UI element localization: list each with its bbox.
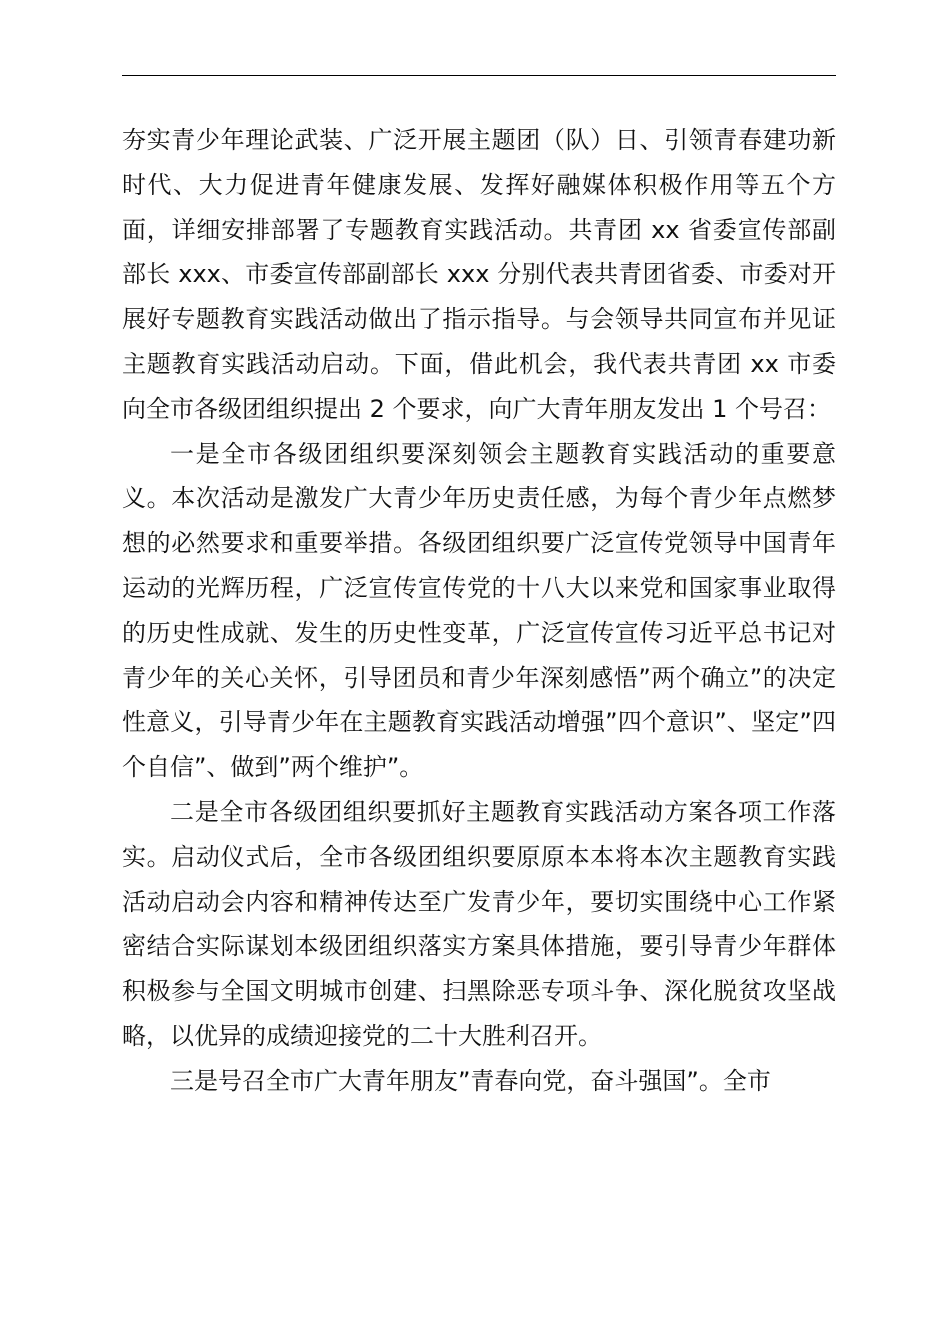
document-body (122, 118, 836, 1104)
paragraph-4: 三是号召全市广大青年朋友”青春向党，奋斗强国”。全市 (170, 1066, 771, 1095)
paragraph-1: 夯实青少年理论武装、广泛开展主题团（队）日、引领青春建功新时代、大力促进青年健康发展、发挥好融媒体积极作用等五个方面，详细安排部署了专题教育实践活动。共青团 xx 省委宣传部副部长 xxx、市委宣传部副部长 xxx 分别代表共青团省委、市委对开展好专题教育实践活动做出了指示指导。与会领导共同宣布并见证主题教育实践活动启动。下面，借此机会，我代表共青团 xx 市委向全市各级团组织提出 2 个要求，向广大青年朋友发出 1 个号召： (122, 126, 836, 423)
paragraph-3: 二是全市各级团组织要抓好主题教育实践活动方案各项工作落实。启动仪式后，全市各级团组织要原原本本将本次主题教育实践活动启动会内容和精神传达至广发青少年，要切实围绕中心工作紧密结合实际谋划本级团组织落实方案具体措施，要引导青少年群体积极参与全国文明城市创建、扫黑除恶专项斗争、深化脱贫攻坚战略，以优异的成绩迎接党的二十大胜利召开。 (122, 797, 836, 1050)
header-rule (122, 75, 836, 76)
paragraph-2: 一是全市各级团组织要深刻领会主题教育实践活动的重要意义。本次活动是激发广大青少年历史责任感，为每个青少年点燃梦想的必然要求和重要举措。各级团组织要广泛宣传党领导中国青年运动的光辉历程，广泛宣传宣传党的十八大以来党和国家事业取得的历史性成就、发生的历史性变革，广泛宣传宣传习近平总书记对青少年的关心关怀，引导团员和青少年深刻感悟”两个确立”的决定性意义，引导青少年在主题教育实践活动增强”四个意识”、坚定”四个自信”、做到”两个维护”。 (122, 439, 836, 782)
